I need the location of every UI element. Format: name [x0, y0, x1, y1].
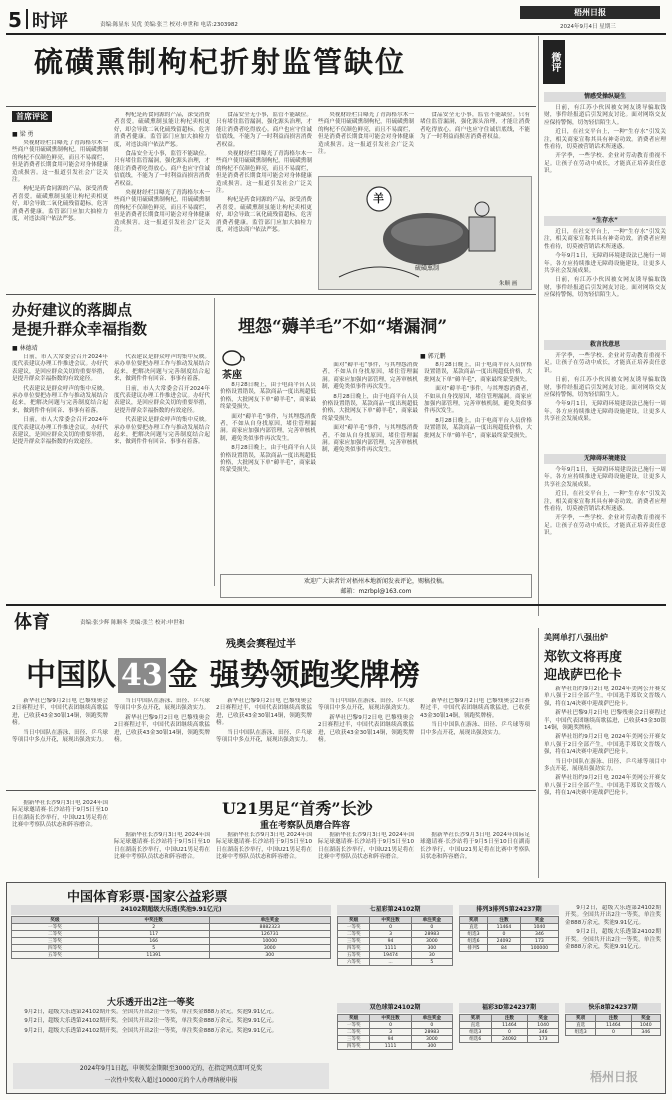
table-row: 组选3 0 346 — [460, 1029, 559, 1036]
lottery-notice-title: 大乐透开出2注一等奖 — [107, 998, 195, 1008]
sidebar-headline-2: 迎战萨巴伦卡 — [544, 668, 623, 683]
u21-rule — [6, 790, 536, 791]
sports-body-col4: 当日中国队在游泳、田径、乒乓球等项目中多点开花，展现出强劲实力。 新华社巴黎9月2日电 巴黎残奥会2日赛程过半，中国代表团继续高歌猛进，已收获43金30银14铜，领跑奖牌榜。 — [318, 698, 414, 744]
column-label: 首席评论 — [12, 111, 52, 122]
opinion-tag: 微评 — [543, 40, 565, 84]
lottery-main-table — [11, 916, 331, 959]
u21-body-col4: 据新华社长沙9月3日电 2024年国际足球邀请赛·长沙站将于9月5日至10日在湖南长沙举行，中国U21男足将在比赛中考察队员状态和阵容磨合。 — [318, 832, 414, 861]
third-headline: 埋怨“薅羊毛”不如“堵漏洞” — [238, 317, 448, 337]
u21-body-col5: 据新华社长沙9月3日电 2024年国际足球邀请赛·长沙站将于9月5日至10日在湖南长沙举行，中国U21男足将在比赛中考察队员状态和阵容磨合。 — [420, 832, 530, 861]
second-body-col1: 日前，市人大常委会召开2024年度代表建议办理工作推进会议。办好代表建议，是回应群众关切的重要举措，是提升群众幸福指数的有效途径。 代表建议是群众呼声的集中反映。承办单位要把办理工作与推动发展结合起来，把解决问题与完善制度结合起来，做到件件有回音、事事有着落。 日前，市人大常委会召开2024年度代表建议办理工作推进会议。办好代表建议，是回应群众关切的重要举措，是提升群众幸福指数的有效途径。 — [12, 354, 108, 446]
table-row: 四等奖 1111 300 — [338, 1043, 453, 1050]
lottery-mid-1 — [337, 905, 453, 966]
table-header: 奖级 — [338, 917, 370, 924]
table-row: 组选6 24092 173 — [460, 1036, 559, 1043]
sports-section-title: 体育 — [14, 612, 50, 633]
opinion-item — [544, 340, 666, 450]
lottery-right-table — [459, 916, 559, 952]
opinion-list — [544, 92, 666, 574]
third-body-col3: 8月28日晚上，由于电商平台人员价格设置错误，某款商品一度出现超低价格，大批网友下单“薅羊毛”，商家最终蒙受损失。 面对“薅羊毛”事件，与其埋怨消费者，不如从自身找原因，堵住管理漏洞。商家应加强内部管理，完善审核机制，避免类似事件再次发生。 8月28日晚上，由于电商平台人员价格设置错误，某款商品一度出现超低价格，大批网友下单“薅羊毛”，商家最终蒙受损失。 — [424, 362, 532, 439]
lottery-footer-line2: 一次性中奖收入超过10000元的个人办理纳税申报 — [104, 1077, 238, 1084]
opinion-item-body: 今年9月1日，无障碍环境建设法已施行一周年。各方应持续推进无障碍设施建设，让更多人共享社会发展成果。 近日，在社交平台上，一种“生存水”引发关注，相关商家宣称其具有神奇功效。消费者应理性看待，切莫被营销话术所迷惑。 开学季，一些学校、企业对劳动教育重视不足。让孩子在劳动中成长，才能真正培养责任意识。 — [544, 467, 666, 537]
lead-cartoon — [318, 176, 532, 290]
lead-body-col5: 食品安全无小事，监管不能缺位。只有堵住监管漏洞，强化源头治理，才能让消费者吃得放心。商户也应守住诚信底线，不能为了一时利益而损害消费者权益。 — [420, 112, 530, 141]
table-row: 组选3 0 346 — [460, 931, 559, 938]
second-body-col2: 代表建议是群众呼声的集中反映。承办单位要把办理工作与推动发展结合起来，把解决问题与完善制度结合起来，做到件件有回音、事事有着落。 日前，市人大常委会召开2024年度代表建议办理工作推进会议。办好代表建议，是回应群众关切的重要举措，是提升群众幸福指数的有效途径。 代表建议是群众呼声的集中反映。承办单位要把办理工作与推动发展结合起来，把解决问题与完善制度结合起来，做到件件有回音、事事有着落。 — [114, 354, 210, 446]
submission-email: 邮箱：mzrbpl@163.com — [340, 588, 412, 595]
sidebar-rule — [538, 36, 539, 616]
editors-line: 责编:陈显东 吴优 美编:张兰 校对:申世和 电话:2303982 — [100, 22, 238, 28]
sports-sidebar-rule — [538, 628, 539, 878]
table-row: 四等奖 5 3000 — [12, 945, 331, 952]
opinion-item-title: “生存水” — [544, 216, 666, 226]
sports-rule — [6, 604, 666, 606]
column-tag: 茶座 — [222, 370, 242, 381]
sports-headline — [26, 650, 420, 694]
lead-rule — [6, 106, 536, 107]
sidebar-kicker: 美网单打八强出炉 — [544, 632, 608, 642]
table-row: 三等奖 166 10000 — [12, 938, 331, 945]
opinion-item — [544, 454, 666, 574]
table-row: 六等奖 ... 5 — [338, 959, 453, 966]
table-header: 注数 — [488, 917, 521, 924]
table-header: 奖项 — [460, 1015, 492, 1022]
sports-kicker: 残奥会赛程过半 — [226, 639, 296, 650]
sports-body-col5: 新华社巴黎9月2日电 巴黎残奥会2日赛程过半，中国代表团继续高歌猛进，已收获43金30银14铜，领跑奖牌榜。 当日中国队在游泳、田径、乒乓球等项目中多点开花，展现出强劲实力。 — [420, 698, 530, 736]
table-row: 五等奖 11391 300 — [12, 952, 331, 959]
teapot-icon — [220, 348, 246, 366]
table-row: 三等奖 94 3000 — [338, 938, 453, 945]
lottery-right-title: 排列3排列5第24237期 — [459, 905, 559, 915]
sidebar-headline-1: 郑钦文将再度 — [544, 650, 623, 665]
table-row: 二等奖 3 28983 — [338, 1029, 453, 1036]
sports-editors: 责编:张少辉 陈顺冬 美编:张兰 校对:申世和 — [80, 620, 185, 626]
table-row: 排列5 84 100000 — [460, 945, 559, 952]
sports-body-col2: 当日中国队在游泳、田径、乒乓球等项目中多点开花，展现出强劲实力。 新华社巴黎9月2日电 巴黎残奥会2日赛程过半，中国代表团继续高歌猛进，已收获43金30银14铜，领跑奖牌榜。 — [114, 698, 210, 744]
lottery-mid-title: 双色球第24102期 — [337, 1003, 453, 1013]
table-row: 直选 11464 1040 — [460, 1022, 559, 1029]
table-row: 五等奖 19474 30 — [338, 952, 453, 959]
lottery-footer — [13, 1063, 329, 1089]
opinion-item-body: 近日，在社交平台上，一种“生存水”引发关注，相关商家宣称其具有神奇功效。消费者应理性看待，切莫被营销话术所迷惑。 今年9月1日，无障碍环境建设法已施行一周年。各方应持续推进无障碍设施建设，让更多人共享社会发展成果。 日前，有江苏小伙因被女网友诱导骗取钱财，事件经报道后引发网友讨论。面对网络交友应保持警惕，切勿轻信陌生人。 — [544, 229, 666, 299]
table-header: 奖项 — [460, 917, 488, 924]
lead-body-col2: 枸杞是药食同源的产品，深受消费者喜爱。硫磺熏制虽能让枸杞卖相更好，却会导致二氧化硫残留超标，危害消费者健康。监管部门应加大抽检力度，对违法商户依法严惩。 食品安全无小事，监管不能缺位。只有堵住监管漏洞，强化源头治理，才能让消费者吃得放心。商户也应守住诚信底线，不能为了一时利益而损害消费者权益。 央视财经栏目曝光了青海格尔木一些商户使用硫磺熏制枸杞，用硫磺熏制的枸杞不仅颜色鲜亮，而且不易腐烂，但是消费者长期食用可能会对身体健康造成损害。这一报道引发社会广泛关注。 — [114, 112, 210, 234]
table-header: 奖金 — [631, 1015, 660, 1022]
u21-body-col3: 据新华社长沙9月3日电 2024年国际足球邀请赛·长沙站将于9月5日至10日在湖南长沙举行，中国U21男足将在比赛中考察队员状态和阵容磨合。 — [216, 832, 312, 861]
second-headline-1: 办好建议的落脚点 — [12, 301, 133, 319]
lottery-right-title: 福彩3D第24237期 — [459, 1003, 559, 1013]
table-row: 二等奖 117 126731 — [12, 931, 331, 938]
lottery-right-notes: 9月2日，超级大乐透第24102期开奖。全国共开出2注一等奖，单注奖金888万余元，奖池9.91亿元。 9月2日，超级大乐透第24102期开奖。全国共开出2注一等奖，单注奖金888万余元，奖池9.91亿元。 — [565, 905, 661, 951]
table-header: 奖级 — [338, 1015, 370, 1022]
opinion-item-title: 救言找意思 — [544, 340, 666, 350]
table-row: 直选 11464 1040 — [566, 1022, 661, 1029]
table-row: 一等奖 0 0 — [338, 1022, 453, 1029]
u21-body-col1: 据新华社长沙9月3日电 2024年国际足球邀请赛·长沙站将于9月5日至10日在湖南长沙举行，中国U21男足将在比赛中考察队员状态和阵容磨合。 — [12, 800, 108, 829]
sports-body-col1: 新华社巴黎9月2日电 巴黎残奥会2日赛程过半，中国代表团继续高歌猛进，已收获43金30银14铜，领跑奖牌榜。 当日中国队在游泳、田径、乒乓球等项目中多点开花，展现出强劲实力。 — [12, 698, 108, 744]
table-header: 奖级 — [12, 917, 99, 924]
mid-rule — [6, 294, 536, 295]
cartoon-label: 硫磺熏制 — [415, 265, 440, 272]
submission-box — [220, 574, 532, 598]
opinion-item-body: 开学季，一些学校、企业对劳动教育重视不足。让孩子在劳动中成长，才能真正培养责任意识。 日前，有江苏小伙因被女网友诱导骗取钱财，事件经报道后引发网友讨论。面对网络交友应保持警惕，切勿轻信陌生人。 今年9月1日，无障碍环境建设法已施行一周年。各方应持续推进无障碍设施建设，让更多人共享社会发展成果。 — [544, 353, 666, 423]
lead-body-col1: 央视财经栏目曝光了青海格尔木一些商户使用硫磺熏制枸杞，用硫磺熏制的枸杞不仅颜色鲜亮，而且不易腐烂，但是消费者长期食用可能会对身体健康造成损害。这一报道引发社会广泛关注。 枸杞是药食同源的产品，深受消费者喜爱。硫磺熏制虽能让枸杞卖相更好，却会导致二氧化硫残留超标，危害消费者健康。监管部门应加大抽检力度，对违法商户依法严惩。 — [12, 140, 108, 223]
cartoon-caption: 朱顺 画 — [499, 281, 518, 287]
table-header: 单注奖金 — [411, 1015, 452, 1022]
second-headline-2: 是提升群众幸福指数 — [12, 320, 148, 338]
table-row: 组选6 24092 173 — [460, 938, 559, 945]
column-divider — [214, 298, 215, 586]
section-title: 时评 — [32, 11, 68, 32]
lottery-footer-line1: 2024年9月1日起，申领奖金期限至3000元的，在指定网点即可兑奖 — [79, 1065, 263, 1072]
table-row: 四等奖 1111 300 — [338, 945, 453, 952]
lottery-notice-body: 9月2日，超级大乐透第24102期开奖。全国共开出2注一等奖，单注奖金888万余元，奖池9.91亿元。 9月2日，超级大乐透第24102期开奖。全国共开出2注一等奖，单注奖金888万余元，奖池9.91亿元。 9月2日，超级大乐透第24102期开奖。全国共开出2注一等奖，单注奖金888万余元，奖池9.91亿元。 — [24, 1009, 278, 1034]
lottery-right-3 — [565, 1003, 661, 1036]
table-header: 中奖注数 — [370, 917, 411, 924]
table-header: 奖金 — [528, 1015, 559, 1022]
sports-headline-c: 强势领跑奖牌榜 — [209, 658, 420, 693]
third-body-col1: 8月28日晚上，由于电商平台人员价格设置错误，某款商品一度出现超低价格，大批网友下单“薅羊毛”，商家最终蒙受损失。 面对“薅羊毛”事件，与其埋怨消费者，不如从自身找原因，堵住管理漏洞。商家应加强内部管理，完善审核机制，避免类似事件再次发生。 8月28日晚上，由于电商平台人员价格设置错误，某款商品一度出现超低价格，大批网友下单“薅羊毛”，商家最终蒙受损失。 — [220, 382, 316, 474]
opinion-item-title: 情感受操纵疑生 — [544, 92, 666, 102]
lottery-main — [11, 905, 331, 989]
opinion-item — [544, 92, 666, 212]
lottery-right-title: 快乐8第24237期 — [565, 1003, 661, 1013]
watermark: 梧州日报 — [590, 1070, 639, 1084]
table-header: 奖金 — [520, 917, 558, 924]
lottery-mid-table — [337, 1014, 453, 1050]
page-number: 5 — [8, 8, 22, 32]
lottery-mid-title: 七星彩第24102期 — [337, 905, 453, 915]
lead-body-col4: 央视财经栏目曝光了青海格尔木一些商户使用硫磺熏制枸杞，用硫磺熏制的枸杞不仅颜色鲜亮，而且不易腐烂，但是消费者长期食用可能会对身体健康造成损害。这一报道引发社会广泛关注。 — [318, 112, 414, 156]
lead-body-col3: 食品安全无小事，监管不能缺位。只有堵住监管漏洞，强化源头治理，才能让消费者吃得放心。商户也应守住诚信底线，不能为了一时利益而损害消费者权益。 央视财经栏目曝光了青海格尔木一些商户使用硫磺熏制枸杞，用硫磺熏制的枸杞不仅颜色鲜亮，而且不易腐烂，但是消费者长期食用可能会对身体健康造成损害。这一报道引发社会广泛关注。 枸杞是药食同源的产品，深受消费者喜爱。硫磺熏制虽能让枸杞卖相更好，却会导致二氧化硫残留超标，危害消费者健康。监管部门应加大抽检力度，对违法商户依法严惩。 — [216, 112, 312, 234]
u21-headline: U21男足“首秀”长沙 — [222, 799, 373, 818]
table-row: 一等奖 0 0 — [338, 924, 453, 931]
lottery-right-2 — [459, 1003, 559, 1043]
masthead — [0, 0, 672, 36]
table-header: 单注奖金 — [209, 917, 330, 924]
table-header: 中奖注数 — [370, 1015, 411, 1022]
table-row: 组选3 0 346 — [566, 1029, 661, 1036]
issue-date: 2024年9月4日 星期三 — [560, 24, 616, 30]
lottery-mid-table — [337, 916, 453, 966]
sidebar-body: 新华社纽约9月2日电 2024年美网公开赛女单八强于2日全部产生，中国选手郑钦文晋级八强，将在1/4决赛中迎战萨巴伦卡。 新华社巴黎9月2日电 巴黎残奥会2日赛程过半，中国代表团继续高歌猛进，已收获43金30银14铜，领跑奖牌榜。 新华社纽约9月2日电 2024年美网公开赛女单八强于2日全部产生，中国选手郑钦文晋级八强，将在1/4决赛中迎战萨巴伦卡。 当日中国队在游泳、田径、乒乓球等项目中多点开花，展现出强劲实力。 新华社纽约9月2日电 2024年美网公开赛女单八强于2日全部产生，中国选手郑钦文晋级八强，将在1/4决赛中迎战萨巴伦卡。 — [544, 686, 666, 797]
sports-body-col3: 新华社巴黎9月2日电 巴黎残奥会2日赛程过半，中国代表团继续高歌猛进，已收获43金30银14铜，领跑奖牌榜。 当日中国队在游泳、田径、乒乓球等项目中多点开花，展现出强劲实力。 — [216, 698, 312, 744]
table-header: 奖项 — [566, 1015, 596, 1022]
table-row: 二等奖 3 28983 — [338, 931, 453, 938]
lottery-title: 中国体育彩票·国家公益彩票 — [67, 890, 228, 905]
lottery-right-table — [565, 1014, 661, 1036]
table-header: 注数 — [596, 1015, 631, 1022]
masthead-rule — [6, 33, 666, 35]
table-row: 直选 11464 1040 — [460, 924, 559, 931]
sports-headline-b: 金 — [167, 658, 198, 693]
opinion-item-body: 日前，有江苏小伙因被女网友诱导骗取钱财，事件经报道后引发网友讨论。面对网络交友应保持警惕，切勿轻信陌生人。 近日，在社交平台上，一种“生存水”引发关注，相关商家宣称其具有神奇功效。消费者应理性看待，切莫被营销话术所迷惑。 开学季，一些学校、企业对劳动教育重视不足。让孩子在劳动中成长，才能真正培养责任意识。 — [544, 105, 666, 175]
lottery-mid-2 — [337, 1003, 453, 1050]
lead-headline: 硫磺熏制枸杞折射监管缺位 — [34, 45, 407, 79]
lottery-panel — [6, 882, 666, 1094]
cartoon-drawing — [319, 177, 532, 290]
lottery-main-title: 24102期超级大乐透(奖池9.91亿元) — [11, 905, 331, 915]
u21-body-col2: 据新华社长沙9月3日电 2024年国际足球邀请赛·长沙站将于9月5日至10日在湖南长沙举行，中国U21男足将在比赛中考察队员状态和阵容磨合。 — [114, 832, 210, 861]
third-body-col2: 面对“薅羊毛”事件，与其埋怨消费者，不如从自身找原因，堵住管理漏洞。商家应加强内部管理，完善审核机制，避免类似事件再次发生。 8月28日晚上，由于电商平台人员价格设置错误，某款商品一度出现超低价格，大批网友下单“薅羊毛”，商家最终蒙受损失。 面对“薅羊毛”事件，与其埋怨消费者，不如从自身找原因，堵住管理漏洞。商家应加强内部管理，完善审核机制，避免类似事件再次发生。 — [322, 362, 418, 454]
third-author: ■ 郭元鹏 — [420, 353, 446, 360]
masthead-divider — [26, 9, 28, 29]
opinion-item-title: 无障碍环境建设 — [544, 454, 666, 464]
submission-line-1: 欢迎广大读者针对梧州本地新闻发表评论，赐稿投稿。 — [303, 578, 448, 585]
table-header: 注数 — [491, 1015, 528, 1022]
second-author: ■ 林德靖 — [12, 345, 38, 352]
lead-author: ■ 梁 勇 — [12, 131, 34, 138]
gold-count: 43 — [118, 658, 166, 693]
cartoon-sheep-mark: 羊 — [373, 192, 384, 205]
lottery-right-table — [459, 1014, 559, 1043]
u21-subhead: 重在考察队员磨合阵容 — [260, 821, 351, 831]
paper-logo: 梧州日报 — [520, 6, 660, 19]
table-row: 一等奖 2 8882323 — [12, 924, 331, 931]
table-row: 三等奖 94 3000 — [338, 1036, 453, 1043]
sports-headline-a: 中国队 — [26, 658, 116, 693]
table-header: 中奖注数 — [98, 917, 209, 924]
opinion-item — [544, 216, 666, 336]
lottery-right-1 — [459, 905, 559, 952]
table-header: 单注奖金 — [411, 917, 452, 924]
